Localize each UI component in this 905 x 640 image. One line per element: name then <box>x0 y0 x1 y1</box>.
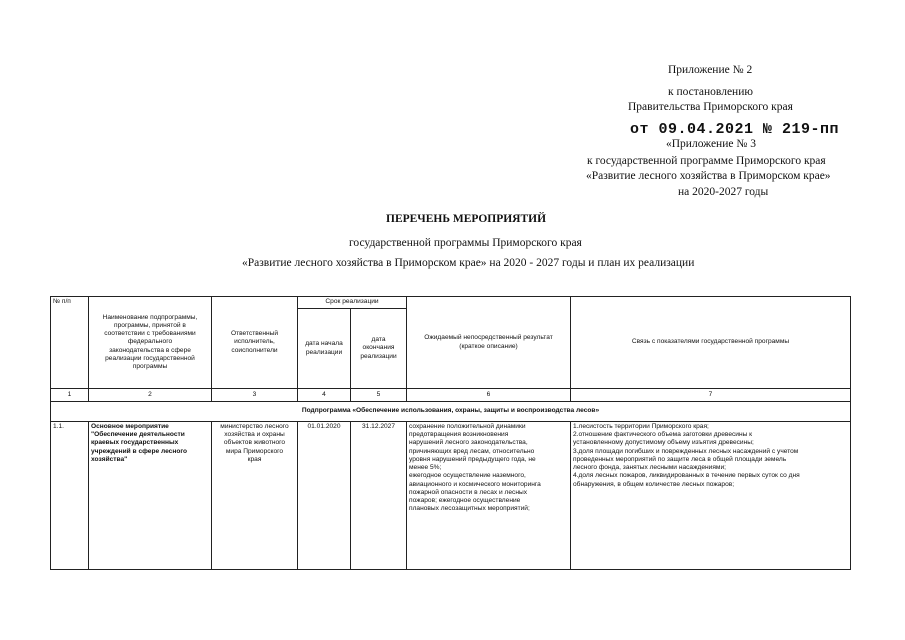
header-period: Срок реализации <box>298 297 407 309</box>
row-expected-result: сохранение положительной динамики предотвращения возникновения нарушений лесного законодательства, причиняющих вред лесам, относительно уровня нарушений предыдущего года, не менее 5%; ежегодное осуществление наземного, авиационного и космического мониторинга пожарной опасности в лесах и лесных пожаров; ежегодное осуществление плановых лесозащитных мероприятий; <box>407 422 571 570</box>
header-name: Наименование подпрограммы, программы, принятой в соответствии с требованиями федерального законодательства в сфере реализации государственной программы <box>89 297 212 389</box>
program-name-label: «Развитие лесного хозяйства в Приморском крае» <box>586 170 831 182</box>
document-subtitle-1: государственной программы Приморского края <box>349 237 582 249</box>
table-row <box>51 422 851 570</box>
to-program-label: к государственной программе Приморского края <box>587 155 826 167</box>
column-number: 3 <box>212 389 298 402</box>
column-number: 5 <box>351 389 407 402</box>
column-number-row <box>51 389 851 402</box>
row-end-date: 31.12.2027 <box>351 422 407 570</box>
header-result: Ожидаемый непосредственный результат (краткое описание) <box>407 297 571 389</box>
subprogram-heading: Подпрограмма «Обеспечение использования, охраны, защиты и воспроизводства лесов» <box>51 402 851 422</box>
column-number: 1 <box>51 389 89 402</box>
column-number: 4 <box>298 389 351 402</box>
row-executor: министерство лесного хозяйства и охраны объектов животного мира Приморского края <box>212 422 298 570</box>
row-num: 1.1. <box>51 422 89 570</box>
row-measure-name: Основное мероприятие "Обеспечение деятельности краевых государственных учреждений в сфере лесного хозяйства" <box>89 422 212 570</box>
appendix-3-label: «Приложение № 3 <box>666 138 756 150</box>
appendix-2-label: Приложение № 2 <box>668 64 753 76</box>
to-resolution-label: к постановлению <box>668 86 753 98</box>
header-start-date: дата начала реализации <box>298 309 351 389</box>
row-start-date: 01.01.2020 <box>298 422 351 570</box>
column-number: 7 <box>571 389 851 402</box>
header-num: № п/п <box>51 297 89 389</box>
header-link: Связь с показателями государственной программы <box>571 297 851 389</box>
row-indicator-link: 1.лесистость территории Приморского края; 2.отношение фактического объема заготовки древесины к установленному допустимому объему изъятия древесины; 3.доля площади погибших и поврежденных лесных насаждений с учетом проведенных мероприятий по защите леса в общей площади земель лесного фонда, занятых лесными насаждениями; 4.доля лесных пожаров, ликвидированных в течение первых суток со дня обнаружения, в общем количестве лесных пожаров; <box>571 422 851 570</box>
header-end-date: дата окончания реализации <box>351 309 407 389</box>
measures-table <box>50 296 851 570</box>
program-years-label: на 2020-2027 годы <box>678 186 769 198</box>
resolution-stamp: от 09.04.2021 № 219-пп <box>630 121 840 138</box>
document-subtitle-2: «Развитие лесного хозяйства в Приморском крае» на 2020 - 2027 годы и план их реализации <box>242 257 695 269</box>
document-title: ПЕРЕЧЕНЬ МЕРОПРИЯТИЙ <box>386 213 547 225</box>
column-number: 2 <box>89 389 212 402</box>
column-number: 6 <box>407 389 571 402</box>
government-label: Правительства Приморского края <box>628 101 793 113</box>
header-executor: Ответственный исполнитель, соисполнители <box>212 297 298 389</box>
